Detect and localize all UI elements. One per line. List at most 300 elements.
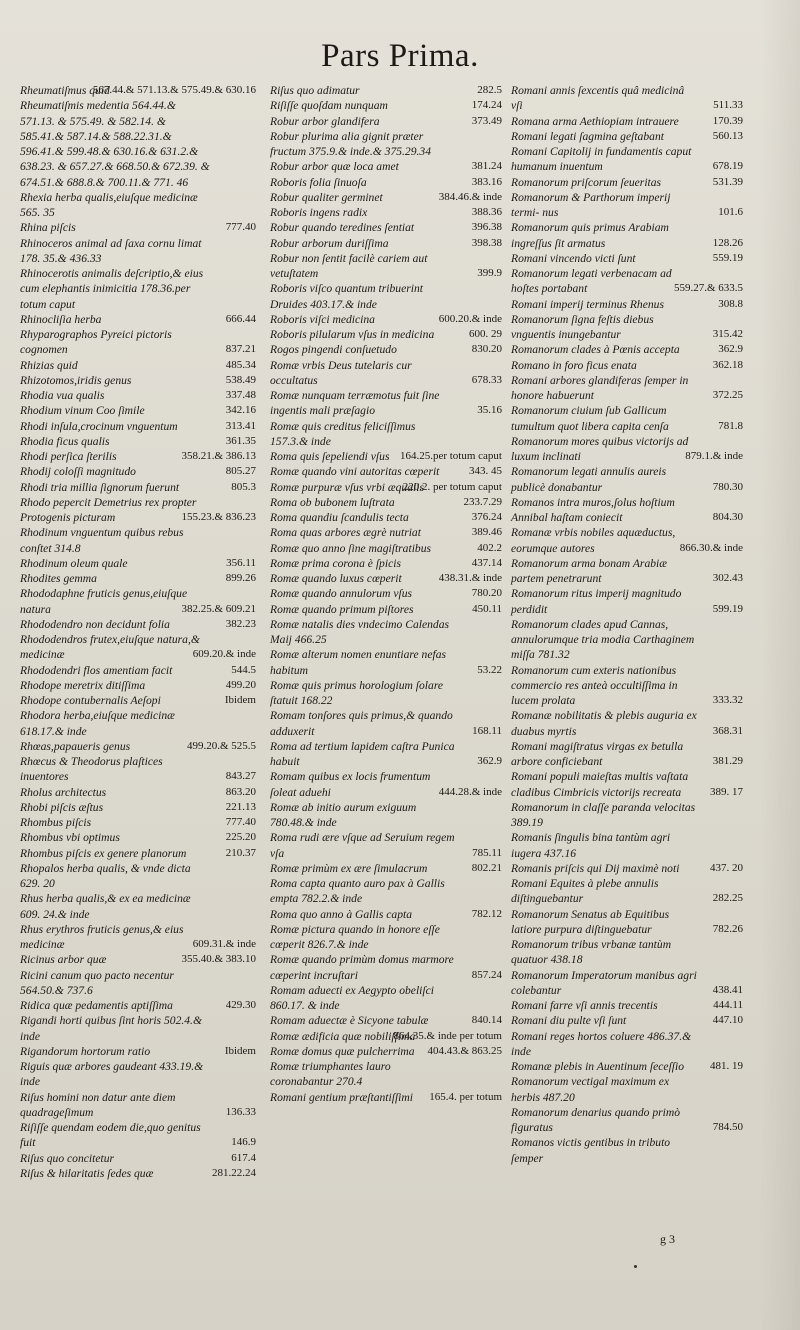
index-entry-reference: 315.42: [712, 328, 743, 340]
index-entry: [511, 175, 743, 190]
index-entry: [270, 251, 502, 282]
index-entry: [270, 236, 502, 251]
index-entry-reference: 857.24: [471, 968, 502, 981]
index-entry: [511, 800, 743, 831]
index-entry: [270, 495, 502, 510]
index-entry: [511, 403, 743, 434]
index-entry: [511, 1013, 743, 1028]
index-entry: [511, 708, 743, 739]
index-entry-reference: 784.50: [712, 1121, 743, 1133]
index-entry: [20, 1166, 256, 1181]
index-entry: [511, 464, 743, 495]
index-entry-term: Rhopalos herba qualis, & vnde dicta 629. 20: [20, 861, 191, 890]
index-entry-reference: 802.21: [471, 861, 502, 874]
index-entry-reference: 355.40.& 383.10: [181, 953, 256, 966]
index-entry: [20, 236, 256, 267]
index-entry-term: Romæ ab initio aurum exiguum 780.48.& inde: [270, 800, 417, 829]
index-entry-term: Romæ quando luxus cœperit: [270, 572, 402, 585]
index-entry: [20, 556, 256, 571]
index-entry-reference: 781.8: [718, 419, 743, 432]
index-entry-reference: 382.25.& 609.21: [181, 602, 256, 615]
index-entry-reference: 863.20: [225, 785, 256, 798]
index-entry-term: Roma rudi ære vſque ad Seruium regem vſa: [270, 831, 455, 860]
index-entry: [20, 220, 256, 235]
index-entry-reference: 511.33: [713, 99, 743, 112]
index-entry: [270, 602, 502, 617]
index-entry-reference: 362.18: [712, 358, 743, 371]
index-entry-term: Rhodi tria millia ſignorum fuerunt: [20, 480, 180, 494]
index-entry: [511, 114, 743, 129]
index-entry: [20, 464, 256, 479]
index-entry-reference: 560.13: [712, 129, 743, 142]
index-entry-reference: 146.9: [231, 1136, 256, 1149]
index-entry: [270, 800, 502, 831]
index-entry: [20, 739, 256, 754]
index-entry-term: Romanorum ciuium ſub Gallicum tumultum quot libera capita cenſa: [511, 404, 669, 433]
index-entry-term: Romanos intra muros,ſolus hoſtium Annibal haſtam coniecit: [511, 495, 675, 524]
index-entry: [20, 861, 256, 892]
index-entry: [270, 907, 502, 922]
index-entry: [511, 1074, 743, 1105]
index-entry-term: Rhobi piſcis æſtus: [20, 800, 104, 814]
index-entry-term: Rhœas,papaueris genus: [20, 739, 131, 753]
index-entry: [270, 190, 502, 205]
index-entry-term: Romanæ vrbis nobiles aquæductus, eorumque autores: [511, 526, 676, 555]
index-entry-term: Romam quibus ex locis frumentum ſoleat aduehi: [270, 770, 431, 799]
index-entry-reference: 389.46: [471, 526, 502, 539]
index-entry-term: Rhodinum vnguentum quibus rebus conſtet 314.8: [20, 526, 184, 555]
index-entry-term: Romanorum priſcorum ſeueritas: [511, 175, 662, 189]
index-entry: [20, 632, 256, 663]
index-entry-reference: 447.10: [712, 1014, 743, 1027]
index-entry-reference: 337.48: [225, 389, 256, 401]
index-entry-reference: 282.25: [712, 892, 743, 905]
index-entry-reference: 362.9: [718, 343, 743, 356]
index-entry-reference: 225.20: [225, 831, 256, 844]
index-entry-reference: 499.20: [225, 678, 256, 691]
index-entry-term: Romæ vrbis Deus tutelaris cur occultatus: [270, 358, 412, 387]
index-entry: [20, 586, 256, 617]
index-entry: [270, 617, 502, 648]
index-entry-term: Roma capta quanto auro pax à Gallis empta 782.2.& inde: [270, 877, 445, 906]
index-entry-reference: 136.33: [225, 1105, 256, 1118]
index-entry: [511, 144, 743, 175]
index-entry-reference: 780.30: [712, 480, 743, 493]
index-entry: [20, 968, 256, 999]
index-entry-term: Rhodi perſica ſterilis: [20, 450, 117, 463]
index-entry: [20, 449, 256, 464]
index-entry-term: Romanorum quis primus Arabiam ingreſſus ſit armatus: [511, 221, 669, 250]
index-entry-reference: 170.39: [712, 114, 743, 127]
index-entry-reference: 381.29: [712, 755, 743, 767]
index-entry-reference: 373.49: [471, 114, 502, 127]
index-entry-term: Romæ triumphantes lauro coronabantur 270.4: [270, 1060, 391, 1089]
index-entry-term: Romanæ plebis in Auentinum ſeceſſio: [511, 1060, 685, 1073]
index-entry: [270, 876, 502, 907]
index-entry-term: Romanorum Imperatorum manibus agri colebantur: [511, 968, 697, 997]
index-entry: [20, 815, 256, 830]
index-entry-term: Rhodora herba,eiuſque medicinæ 618.17.& inde: [20, 709, 175, 738]
index-entry: [20, 922, 256, 953]
index-entry-term: Romani vincendo victi ſunt: [511, 251, 636, 265]
index-entry: [270, 541, 502, 556]
index-entry: [270, 525, 502, 540]
index-entry: [270, 1013, 502, 1028]
index-entry-term: Romanorum cum exteris nationibus commercio res anteà occultiſſima in lucem prolata: [511, 663, 678, 707]
index-entry-term: Romano in foro ficus enata: [511, 358, 637, 372]
index-entry: [270, 647, 502, 678]
index-entry-reference: 600. 29: [469, 328, 502, 340]
index-entry-term: Romanorum denarius quando primò figuratus: [511, 1105, 681, 1134]
index-entry: [270, 586, 502, 601]
index-entry-reference: 450.11: [472, 602, 502, 615]
index-entry: [511, 907, 743, 938]
index-entry-term: Riſiſſe quendam eodem die,quo genitus fuit: [20, 1121, 201, 1150]
index-entry-term: Romani Capitolij in fundamentis caput humanum inuentum: [511, 145, 692, 174]
index-entry-term: Romæ quando primum piſtores: [270, 602, 414, 616]
index-entry-term: Romæ quo anno ſine magiſtratibus: [270, 541, 432, 555]
index-entry: [20, 693, 256, 708]
index-entry: [511, 617, 743, 663]
index-entry-reference: 609.31.& inde: [192, 938, 256, 950]
index-entry: [511, 266, 743, 297]
index-entry: [511, 861, 743, 876]
index-entry: [511, 342, 743, 357]
index-entry: [270, 1059, 502, 1090]
index-entry-reference: 221.13: [225, 800, 256, 813]
index-entry-term: Rhinocerotis animalis deſcriptio,& eius cum elephantis inimicitia 178.36.per totum caput: [20, 267, 204, 311]
index-entry-reference: 777.40: [225, 221, 256, 234]
index-entry: [270, 571, 502, 586]
index-entry-term: Rheumatiſmus quid: [20, 84, 110, 97]
index-entry-reference: 404.43.& 863.25: [427, 1044, 502, 1057]
index-entry-term: Roma quo anno à Gallis capta: [270, 907, 413, 921]
index-entry: [511, 312, 743, 343]
index-entry: [270, 708, 502, 739]
index-entry-term: Rhizotomos,iridis genus: [20, 373, 132, 387]
index-entry-reference: 281.22.24: [212, 1166, 256, 1179]
index-entry-term: Ricinus arbor quæ: [20, 953, 107, 967]
index-entry: [511, 937, 743, 968]
index-entry-term: Romanorum & Parthorum imperij termi- nus: [511, 190, 671, 219]
index-entry-reference: 168.11: [472, 724, 502, 737]
index-entry: [511, 769, 743, 800]
index-entry-reference: 308.8: [718, 297, 743, 310]
index-entry-term: Riſus & hilaritatis ſedes quæ: [20, 1166, 154, 1180]
index-entry: [20, 1151, 256, 1166]
index-entry: [511, 556, 743, 587]
index-entry-term: Rhododendros frutex,eiuſque natura,& medicinæ: [20, 633, 200, 662]
index-entry-reference: 35.16: [477, 404, 502, 417]
index-entry-term: Roboris folia ſinuoſa: [270, 175, 367, 189]
index-entry: [511, 83, 743, 114]
index-entry: [511, 663, 743, 709]
index-entry-term: Rhus herba qualis,& ex ea medicinæ 609. 24.& inde: [20, 892, 191, 921]
index-entry-term: Robur plurima alia gignit præter fructum 375.9.& inde.& 375.29.34: [270, 129, 432, 158]
index-entry-reference: 777.40: [225, 816, 256, 828]
index-entry-term: Romam tonſores quis primus,& quando adduxerit: [270, 709, 453, 738]
index-entry-reference: 402.2: [477, 541, 502, 554]
index-entry: [511, 129, 743, 144]
index-entry: [20, 571, 256, 586]
index-entry: [270, 98, 502, 113]
index-entry-term: Rhododendro non decidunt folia: [20, 617, 170, 631]
index-entry-reference: 780.20: [471, 587, 502, 600]
index-entry-term: Rholus architectus: [20, 785, 107, 799]
index-entry-term: Rhexia herba qualis,eiuſque medicinæ 565. 35: [20, 190, 198, 219]
index-entry: [20, 998, 256, 1013]
index-entry-reference: 444.11: [713, 999, 743, 1011]
index-entry: [20, 754, 256, 785]
index-entry-term: Romanorum Senatus ab Equitibus latiore purpura diſtinguebatur: [511, 907, 670, 936]
index-entry-term: Rhodi inſula,crocinum vnguentum: [20, 419, 178, 433]
index-entry-term: Romam aduecti ex Aegypto obeliſci 860.17. & inde: [270, 983, 434, 1012]
index-entry-reference: 837.21: [225, 343, 256, 356]
index-entry-term: Rhodope contubernalis Aeſopi: [20, 694, 161, 707]
index-entry-reference: 609.20.& inde: [192, 648, 256, 661]
index-entry-term: Romana arma Aethiopiam intrauere: [511, 114, 679, 128]
index-entry-term: Romani magiſtratus virgas ex betulla arbore conficiebant: [511, 739, 684, 768]
index-entry: [20, 1044, 256, 1059]
index-entry: [270, 464, 502, 479]
index-entry-term: Romanorum legati verbenacam ad hoſtes portabant: [511, 267, 672, 296]
index-entry: [511, 1135, 743, 1166]
index-entry-reference: 343. 45: [469, 465, 502, 478]
index-entry: [270, 129, 502, 160]
index-entry: [20, 480, 256, 495]
index-entry: [20, 358, 256, 373]
index-entry: [20, 952, 256, 967]
index-entry-reference: 368.31: [712, 724, 743, 737]
index-entry: [20, 403, 256, 418]
index-entry: [20, 678, 256, 693]
index-entry-term: Rhodo pepercit Demetrius rex propter Protogenis picturam: [20, 495, 197, 524]
index-entry-term: Rhodij coloſſi magnitudo: [20, 465, 136, 479]
index-entry-term: Rogos pingendi conſuetudo: [270, 343, 397, 357]
index-entry: [511, 1029, 743, 1060]
index-entry-reference: 356.11: [226, 556, 256, 569]
index-entry: [270, 983, 502, 1014]
index-entry-term: Riſus quo adimatur: [270, 84, 360, 97]
index-entry: [270, 312, 502, 327]
index-entry: [20, 1090, 256, 1121]
index-entry: [20, 419, 256, 434]
page-title: Pars Prima.: [321, 38, 479, 74]
index-entry-reference: 559.19: [712, 251, 743, 264]
index-entry-reference: 220.2. per totum caput: [402, 480, 502, 493]
ink-dot: [634, 1265, 637, 1268]
index-entry-term: Romanorum ſigna feſtis diebus vnguentis inungebantur: [511, 312, 654, 341]
index-entry-reference: 805.27: [225, 465, 256, 478]
index-entry: [511, 739, 743, 770]
index-entry-reference: 372.25: [712, 389, 743, 401]
index-entry-reference: 438.31.& inde: [438, 572, 502, 584]
index-entry: [20, 708, 256, 739]
index-entry-reference: 382.23: [225, 617, 256, 630]
index-entry: [511, 968, 743, 999]
index-entry: [270, 388, 502, 419]
index-entry-term: Roboris viſco quantum tribuerint Druides 403.17.& inde: [270, 282, 423, 311]
index-entry-reference: 361.35: [225, 434, 256, 447]
index-entry: [270, 342, 502, 357]
index-entry-reference: 567.44.& 571.13.& 575.49.& 630.16: [92, 84, 256, 96]
index-entry: [511, 830, 743, 861]
index-column-3: [511, 83, 743, 1258]
index-entry-reference: 302.43: [712, 572, 743, 584]
index-entry: [270, 83, 502, 98]
index-entry-term: Roma ob bubonem luſtrata: [270, 495, 395, 509]
index-entry: [270, 358, 502, 389]
index-entry-term: Riſus quo concitetur: [20, 1151, 115, 1165]
index-entry: [511, 358, 743, 373]
signature-mark: g 3: [660, 1232, 675, 1246]
index-entry-term: Rigandi horti quibus ſint horis 502.4.& inde: [20, 1014, 202, 1043]
index-entry-term: Rhodope meretrix ditiſſima: [20, 678, 146, 692]
index-entry-term: Rhus erythros fruticis genus,& eius medicinæ: [20, 922, 184, 951]
index-entry-reference: 53.22: [477, 663, 502, 676]
index-entry-term: Ricini canum quo pacto necentur 564.50.& 737.6: [20, 968, 174, 997]
index-column-2: [270, 83, 502, 1258]
index-entry-term: Robur qualiter germinet: [270, 190, 383, 204]
index-entry-term: Rhizias quid: [20, 358, 78, 372]
index-entry-reference: 805.3: [231, 480, 256, 493]
index-entry-term: Roboris viſci medicina: [270, 312, 375, 326]
index-entry-reference: 358.21.& 386.13: [181, 450, 256, 462]
index-entry-reference: Ibidem: [224, 694, 256, 706]
index-entry-term: Romanorum mores quibus victorijs ad luxum inclinati: [511, 434, 689, 463]
index-entry-reference: 165.4. per totum: [429, 1090, 502, 1103]
index-entry-reference: 155.23.& 836.23: [181, 511, 256, 523]
index-entry-reference: 864.35.& inde per totum: [393, 1029, 502, 1042]
index-entry-term: Romanorum arma bonam Arabiæ partem penetrarunt: [511, 556, 667, 585]
index-entry-term: Rhodites gemma: [20, 572, 97, 585]
index-entry: [511, 220, 743, 251]
index-entry-reference: 782.12: [471, 907, 502, 920]
index-entry-term: Romæ natalis dies vndecimo Calendas Maij 466.25: [270, 617, 450, 646]
index-entry-reference: 485.34: [225, 358, 256, 371]
index-entry: [511, 998, 743, 1013]
index-entry: [20, 373, 256, 388]
index-entry-term: Romæ ædificia quæ nobiliſſima: [270, 1029, 416, 1043]
index-entry-reference: 899.26: [225, 572, 256, 584]
index-entry-term: Riſus homini non datur ante diem quadrageſimum: [20, 1090, 176, 1119]
index-entry-reference: 399.9: [477, 267, 502, 279]
index-entry-reference: 559.27.& 633.5: [673, 282, 743, 295]
index-entry: [270, 678, 502, 709]
index-entry-reference: 313.41: [225, 419, 256, 432]
index-entry-term: Romæ quis creditus feliciſſimus 157.3.& inde: [270, 419, 416, 448]
index-entry-reference: 384.46.& inde: [438, 190, 502, 203]
index-entry: [511, 876, 743, 907]
index-entry-reference: 599.19: [712, 602, 743, 615]
index-entry-reference: 396.38: [471, 221, 502, 234]
index-entry: [270, 1090, 502, 1105]
index-entry-term: Rhinocliſia herba: [20, 312, 102, 326]
index-entry-term: Romanorum clades apud Cannas, annulorumque tria modia Carthaginem miſſa 781.32: [511, 617, 695, 662]
index-entry-reference: 782.26: [712, 922, 743, 935]
index-entry: [270, 510, 502, 525]
index-entry-reference: Ibidem: [224, 1044, 256, 1057]
index-entry-reference: 342.16: [225, 404, 256, 417]
index-entry-reference: 282.5: [477, 84, 502, 96]
index-entry-term: Romam aduectæ è Sicyone tabulæ: [270, 1014, 429, 1028]
index-entry-reference: 438.41: [712, 983, 743, 996]
index-entry-term: Romani reges hortos coluere 486.37.& inde: [511, 1029, 692, 1058]
index-entry: [511, 373, 743, 404]
index-entry-term: Rheumatiſmis medentia 564.44.& 571.13. & 575.49. & 582.14. & 585.41.& 587.14.& 588.22.31.& 596.41.& 599.48.& 630.16.& 631.2.& 638.23. & 657.27.& 668.50.& 672.39. & 674.51.& 688.8.& 700.11.& 771. 46: [20, 99, 210, 189]
index-entry-reference: 381.24: [471, 160, 502, 173]
index-entry-term: Romæ nunquam terræmotus fuit ſine ingentis mali præſagio: [270, 389, 440, 418]
index-entry-term: Romanorum ritus imperij magnitudo perdidit: [511, 587, 682, 616]
index-entry: [270, 449, 502, 464]
index-entry: [511, 586, 743, 617]
index-entry: [20, 190, 256, 221]
index-entry-term: Ridica quæ pedamentis aptiſſima: [20, 999, 173, 1012]
index-entry-reference: 437.14: [471, 556, 502, 569]
index-entry-term: Roma quandiu ſcandulis tecta: [270, 511, 409, 524]
index-entry-term: Rhombus vbi optimus: [20, 831, 120, 845]
index-entry-reference: 362.9: [477, 755, 502, 767]
index-entry-reference: 233.7.29: [463, 495, 502, 508]
index-entry-reference: 429.30: [225, 999, 256, 1011]
index-entry-term: Roma quas arbores ægrè nutriat: [270, 526, 421, 540]
index-entry: [270, 327, 502, 342]
index-entry: [20, 617, 256, 632]
index-entry: [511, 1059, 743, 1074]
index-entry-term: Robur arbor quæ loca amet: [270, 160, 399, 174]
index-entry-reference: 389. 17: [710, 785, 743, 798]
index-entry-term: Rigandorum hortorum ratio: [20, 1044, 151, 1058]
index-entry: [20, 830, 256, 845]
index-entry: [20, 388, 256, 403]
index-entry: [511, 297, 743, 312]
index-entry-term: Romæ pictura quando in honore eſſe cœperit 826.7.& inde: [270, 922, 440, 951]
index-entry-reference: 376.24: [471, 511, 502, 523]
index-entry-reference: 840.14: [471, 1014, 502, 1027]
index-entry: [20, 800, 256, 815]
index-entry-reference: 617.4: [231, 1151, 256, 1164]
index-entry: [270, 419, 502, 450]
index-entry-term: Riſiſſe quoſdam nunquam: [270, 99, 388, 113]
index-entry: [20, 1120, 256, 1151]
index-entry-term: Roma quis ſepeliendi vſus: [270, 450, 390, 463]
index-entry: [20, 785, 256, 800]
index-entry-term: Romæ alterum nomen enuntiare nefas habitum: [270, 648, 447, 677]
index-entry: [20, 312, 256, 327]
index-entry: [20, 525, 256, 556]
index-entry: [511, 495, 743, 526]
index-entry: [20, 266, 256, 312]
index-entry-term: Romani populi maieſtas multis vaſtata cladibus Cimbricis victorijs recreata: [511, 770, 689, 799]
page-edge-shadow: [760, 0, 800, 1330]
index-entry-term: Roboris pilularum vſus in medicina: [270, 328, 435, 341]
index-entry-term: Rhombus piſcis ex genere planorum: [20, 846, 187, 860]
index-entry-term: Rhodium vinum Coo ſimile: [20, 404, 145, 418]
index-entry-term: Robur arborum duriſſima: [270, 236, 389, 250]
index-entry-reference: 544.5: [231, 663, 256, 676]
index-entry: [270, 1029, 502, 1044]
index-entry: [511, 190, 743, 221]
index-entry-reference: 333.32: [712, 694, 743, 706]
index-entry-reference: 210.37: [225, 846, 256, 859]
index-entry: [270, 480, 502, 495]
index-entry: [511, 434, 743, 465]
index-entry-term: Romæ primùm ex ære ſimulacrum: [270, 861, 428, 875]
index-entry-reference: 804.30: [712, 511, 743, 523]
index-entry-term: Romæ domus quæ pulcherrima: [270, 1044, 415, 1058]
index-entry-term: Romani gentium præſtantiſſimi: [270, 1090, 413, 1104]
index-entry-term: Rhombus piſcis: [20, 816, 92, 829]
